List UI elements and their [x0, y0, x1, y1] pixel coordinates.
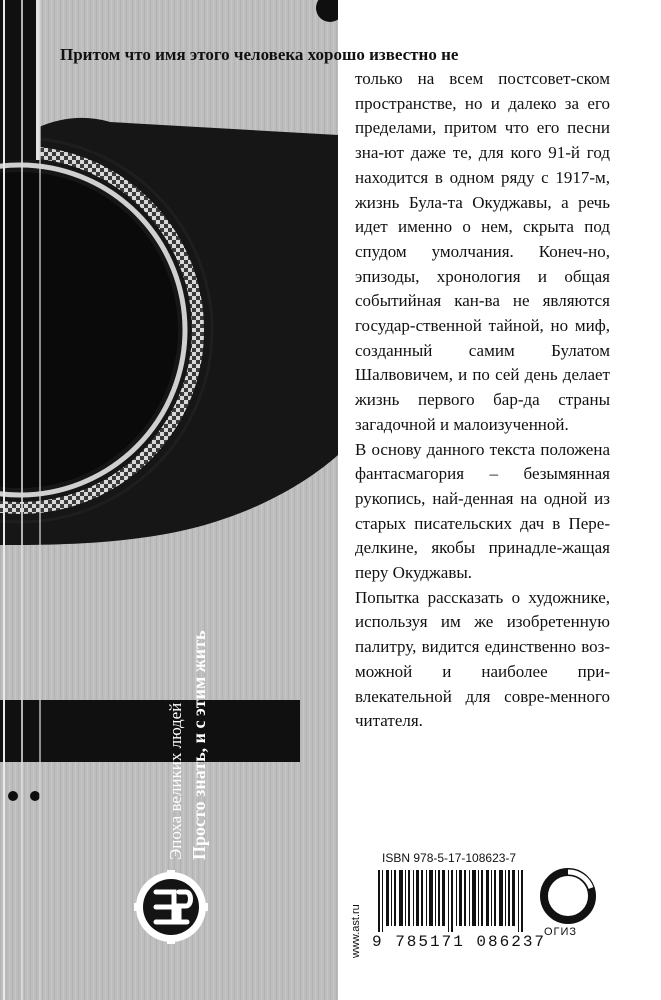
blurb-paragraph-3: Попытка рассказать о художнике, используя им же изобретенную палитру, видится единственно воз-можной и наиболее при-влекательной для совре-менного читателя.: [355, 587, 610, 731]
imprint-label: ОГИЗ: [544, 926, 578, 938]
blurb-first-line: Притом что имя этого человека хорошо известно не: [60, 45, 459, 64]
blurb: [355, 67, 610, 734]
barcode: [378, 870, 530, 937]
isbn-label: ISBN 978-5-17-108623-7: [382, 851, 517, 865]
spine-text: [165, 631, 211, 861]
ogiz-ring-icon: [538, 866, 598, 926]
barcode-number: 9 785171 086237: [372, 933, 547, 951]
series-name: Эпоха великих людей: [166, 702, 185, 860]
blurb-paragraph-1: только на всем постсовет-ском пространстве, но и далеко за его пределами, притом что его песни зна-ют даже те, для кого 91-й год находится в одном ряду с 1917-м, жизнь Була-та Окуджавы, а речь идет именно о нем, скрыта под спудом умолчания. Конеч-но, эпизоды, хронология и общая событийная кан-ва не являются государ-ственной тайной, но миф, созданный самим Булатом Шалвовичем, и по сей день делает жизнь первого бар-да страны загадочной и малоизученной.: [355, 69, 610, 434]
book-title: Просто знать, и с этим жить: [189, 630, 209, 860]
publisher-website: www.ast.ru: [350, 904, 362, 958]
blurb-paragraph-2: В основу данного текста положена фантасмагория – безымянная рукопись, най-денная на одной из старых писательских дач в Пере-делкине, якобы принадле-жащая перу Окуджавы.: [355, 439, 610, 583]
ast-emblem-icon: [134, 870, 208, 944]
